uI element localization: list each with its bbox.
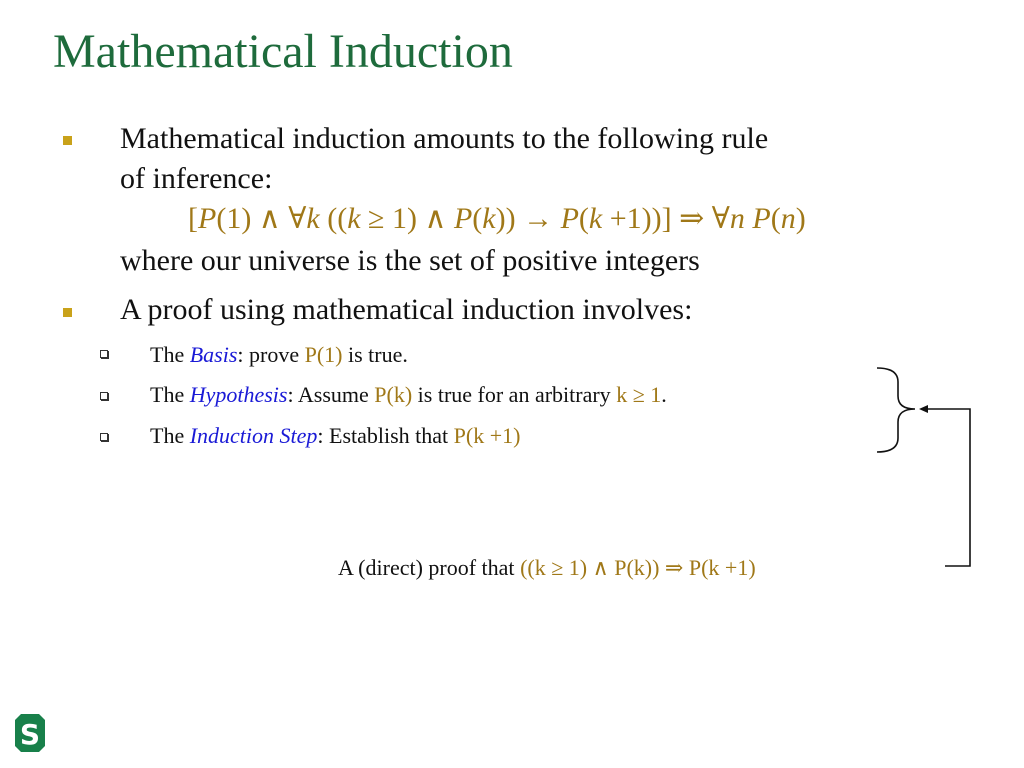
bullet-1-line-2: of inference:: [120, 162, 273, 195]
bullet-1-line-3: where our universe is the set of positive integers: [120, 244, 700, 277]
bullet-2-line-1: A proof using mathematical induction involves:: [120, 293, 693, 326]
bullet-1-line-1: Mathematical induction amounts to the following rule: [120, 122, 769, 155]
curly-brace: [877, 368, 915, 452]
arrow-head-icon: [919, 405, 928, 413]
connector-line: [928, 409, 970, 566]
svg-text:S: S: [19, 718, 41, 751]
sub-bullet-hypothesis: The Hypothesis: Assume P(k) is true for an arbitrary k ≥ 1.: [150, 382, 667, 407]
sub-bullet-basis: The Basis: prove P(1) is true.: [150, 342, 408, 367]
slide-title: Mathematical Induction: [53, 25, 513, 78]
university-logo-icon: [15, 714, 45, 752]
inference-formula: [P(1) ∧ ∀k ((k ≥ 1) ∧ P(k)) → P(k +1))] ⇒ ∀n P(n): [188, 202, 806, 235]
direct-proof-note: A (direct) proof that ((k ≥ 1) ∧ P(k)) ⇒ P(k +1): [338, 555, 756, 580]
sub-bullet-induction-step: The Induction Step: Establish that P(k +1): [150, 423, 521, 448]
